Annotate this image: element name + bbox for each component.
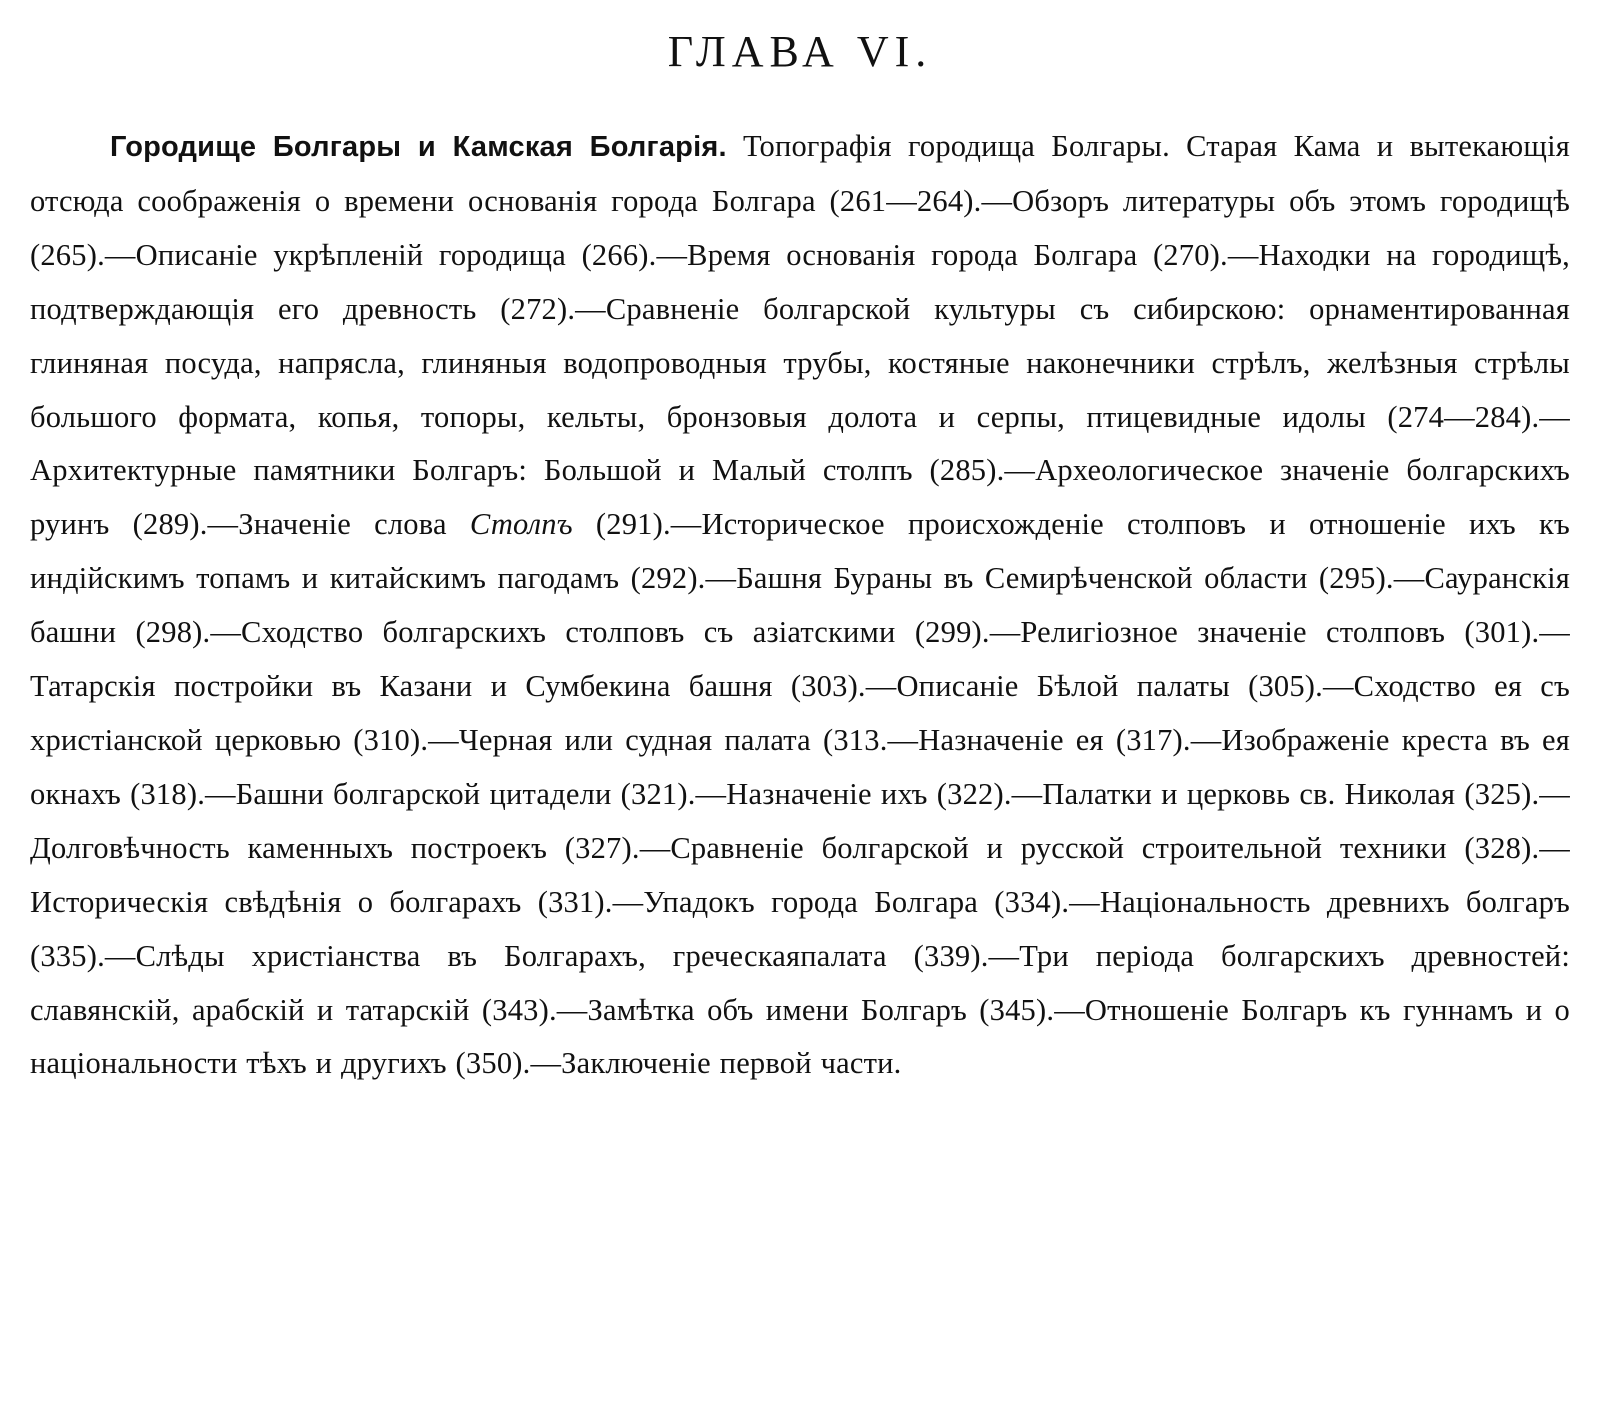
- document-page: [30, 18, 1570, 1388]
- chapter-title: ГЛАВА VI.: [667, 27, 933, 76]
- summary-lead: Городище Болгары и Камская Болгарія.: [110, 131, 727, 163]
- summary-text-part-2: (291).—Историческое происхожденіе столповъ и отношеніе ихъ къ индійскимъ топамъ и китайскимъ пагодамъ (292).—Башня Бураны въ Семирѣченской области (295).—Сауранскія башни (298).—Сходство болгарскихъ столповъ съ азіатскими (299).—Религіозное значеніе столповъ (301).—Татарскія постройки въ Казани и Сумбекина башня (303).—Описаніе Бѣлой палаты (305).—Сходство ея съ христіанской церковью (310).—Черная или судная палата (313.—Назначеніе ея (317).—Изображеніе креста въ ея окнахъ (318).—Башни болгарской цитадели (321).—Назначеніе ихъ (322).—Палатки и церковь св. Николая (325).—Долговѣчность каменныхъ построекъ (327).—Сравненіе болгарской и русской строительной техники (328).—Историческія свѣдѣнія о болгарахъ (331).—Упадокъ города Болгара (334).—Національность древнихъ болгаръ (335).—Слѣды христіанства въ Болгарахъ, греческаяпалата (339).—Три періода болгарскихъ древностей: славянскій, арабскій и татарскій (343).—Замѣтка объ имени Болгаръ (345).—Отношеніе Болгаръ къ гуннамъ и о національности тѣхъ и другихъ (350).—Заключеніе первой части.: [30, 507, 1570, 1081]
- chapter-summary: [30, 120, 1570, 1091]
- summary-italic-word: Столпъ: [469, 507, 573, 542]
- summary-text-part-1: Топографія городища Болгары. Старая Кама и вытекающія отсюда соображенія о времени основанія города Болгара (261—264).—Обзоръ литературы объ этомъ городищѣ (265).—Описаніе укрѣпленій городища (266).—Время основанія города Болгара (270).—Находки на городищѣ, подтверждающія его древность (272).—Сравненіе болгарской культуры съ сибирскою: орнаментированная глиняная посуда, напрясла, глиняныя водопроводныя трубы, костяные наконечники стрѣлъ, желѣзныя стрѣлы большого формата, копья, топоры, кельты, бронзовыя долота и серпы, птицевидные идолы (274—284).—Архитектурные памятники Болгаръ: Большой и Малый столпъ (285).—Археологическое значеніе болгарскихъ руинъ (289).—Значеніе слова: [30, 129, 1570, 542]
